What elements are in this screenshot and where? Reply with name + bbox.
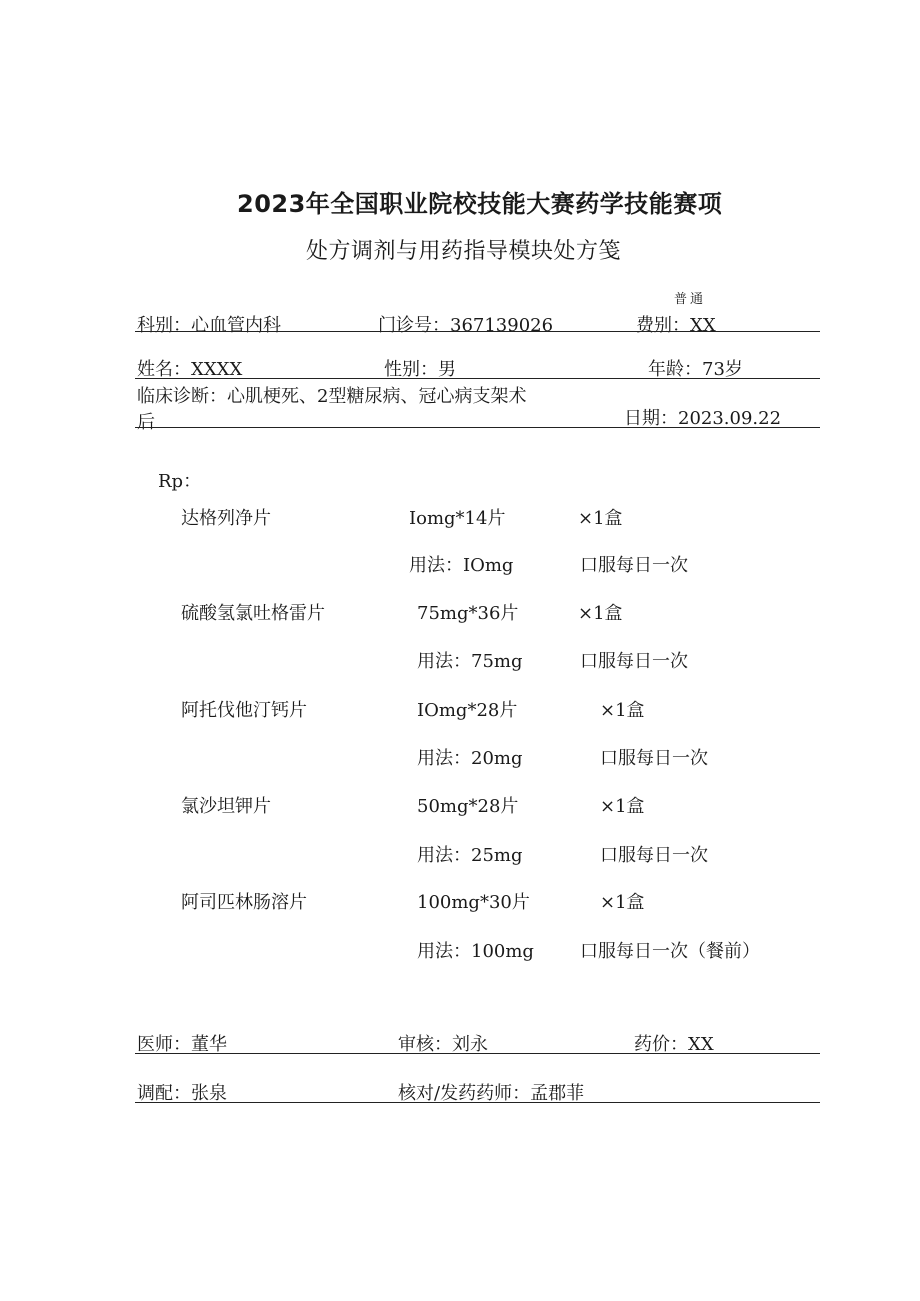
drug-quantity: ×1盒 bbox=[600, 892, 645, 913]
drug-quantity: ×1盒 bbox=[600, 796, 645, 817]
drug-frequency: 口服每日一次 bbox=[600, 845, 708, 866]
drug-quantity: ×1盒 bbox=[600, 700, 645, 721]
patient-name-field: 姓名：XXXX bbox=[137, 359, 243, 380]
drug-spec: Iomg*14片 bbox=[409, 508, 506, 529]
drug-usage: 用法：75mg bbox=[417, 651, 523, 672]
age-field: 年龄：73岁 bbox=[648, 359, 743, 380]
drug-spec: 100mg*30片 bbox=[417, 892, 530, 913]
page-title: 2023年全国职业院校技能大赛药学技能赛项 bbox=[237, 190, 723, 218]
outpatient-number-field: 门诊号：367139026 bbox=[378, 315, 554, 336]
divider bbox=[135, 331, 820, 332]
divider bbox=[135, 427, 820, 428]
dispenser-field: 调配：张泉 bbox=[137, 1083, 227, 1104]
doctor-field: 医师：董华 bbox=[137, 1034, 227, 1055]
rp-label: Rp： bbox=[158, 471, 202, 492]
drug-usage: 用法：25mg bbox=[417, 845, 523, 866]
fee-type-field: 费别：XX bbox=[636, 315, 716, 336]
drug-name: 阿托伐他汀钙片 bbox=[181, 700, 307, 721]
drug-name: 达格列净片 bbox=[181, 508, 271, 529]
department-field: 科别：心血管内科 bbox=[137, 315, 281, 336]
drug-usage: 用法：20mg bbox=[417, 748, 523, 769]
checker-field: 核对/发药药师：孟郡菲 bbox=[398, 1083, 585, 1104]
diagnosis-field: 临床诊断：心肌梗死、2型糖尿病、冠心病支架术 bbox=[137, 386, 527, 407]
date-field: 日期：2023.09.22 bbox=[624, 408, 782, 429]
drug-name: 阿司匹林肠溶片 bbox=[181, 892, 307, 913]
divider bbox=[135, 1102, 820, 1103]
gender-field: 性别：男 bbox=[384, 359, 456, 380]
diagnosis-field-continued: 后 bbox=[137, 412, 155, 433]
page-subtitle: 处方调剂与用药指导模块处方笺 bbox=[306, 239, 622, 264]
drug-frequency: 口服每日一次 bbox=[580, 651, 688, 672]
drug-spec: 50mg*28片 bbox=[417, 796, 519, 817]
drug-frequency: 口服每日一次 bbox=[580, 555, 688, 576]
drug-name: 氯沙坦钾片 bbox=[181, 796, 271, 817]
drug-quantity: ×1盒 bbox=[578, 508, 623, 529]
drug-spec: 75mg*36片 bbox=[417, 603, 519, 624]
divider bbox=[135, 1053, 820, 1054]
drug-quantity: ×1盒 bbox=[578, 603, 623, 624]
drug-spec: IOmg*28片 bbox=[417, 700, 518, 721]
drug-usage: 用法：100mg bbox=[417, 941, 534, 962]
divider bbox=[135, 378, 820, 379]
drug-price-field: 药价：XX bbox=[634, 1034, 714, 1055]
drug-frequency: 口服每日一次（餐前） bbox=[580, 941, 760, 962]
drug-usage: 用法：IOmg bbox=[409, 555, 514, 576]
drug-name: 硫酸氢氯吐格雷片 bbox=[181, 603, 325, 624]
drug-frequency: 口服每日一次 bbox=[600, 748, 708, 769]
prescription-type-badge: 普通 bbox=[674, 292, 707, 307]
reviewer-field: 审核：刘永 bbox=[398, 1034, 488, 1055]
